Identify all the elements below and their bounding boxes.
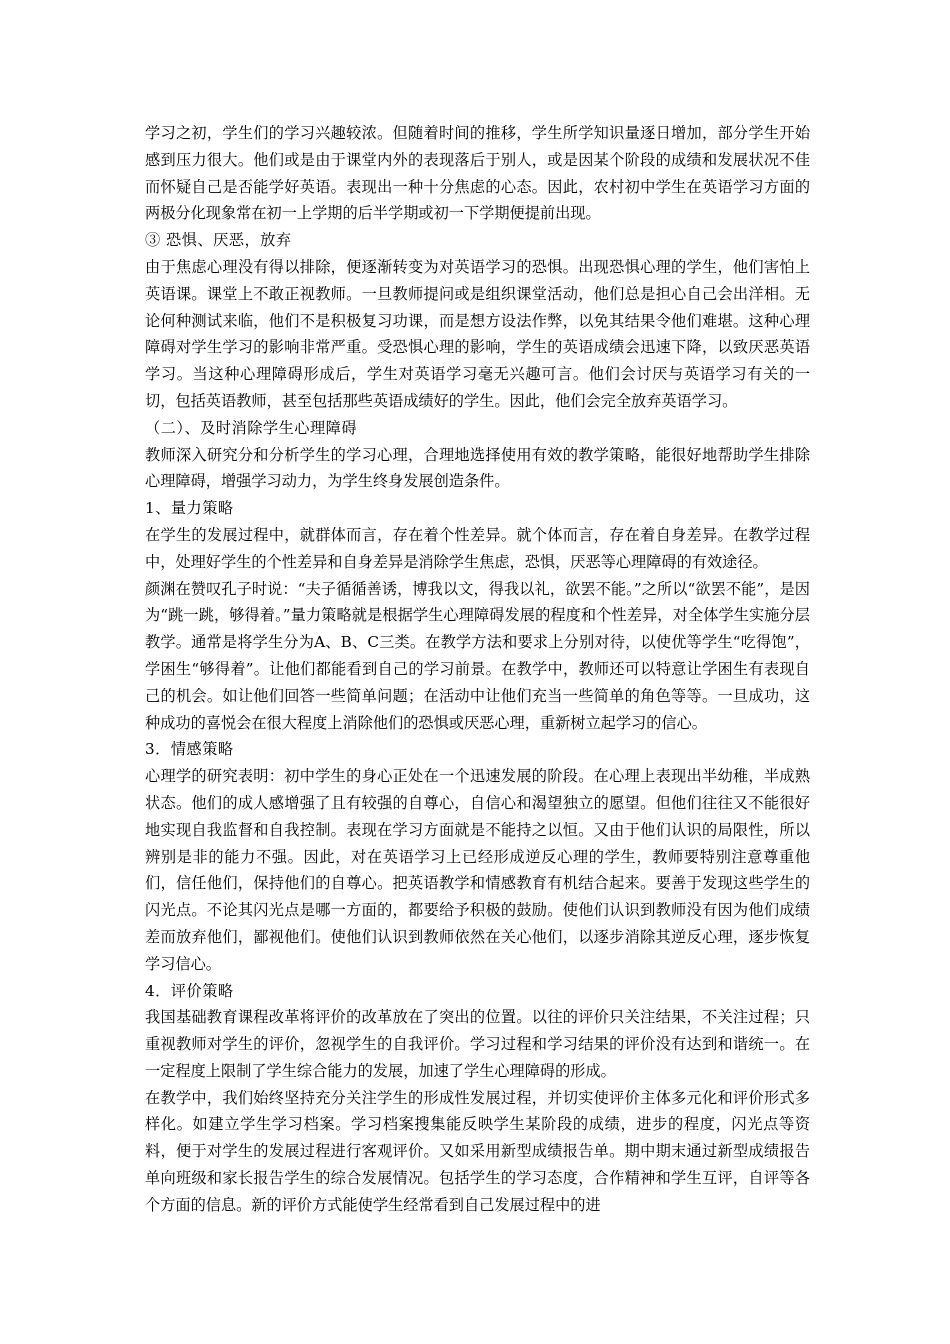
section-heading: ③ 恐惧、厌恶，放弃 xyxy=(145,231,292,250)
paragraph: 在学生的发展过程中，就群体而言，存在着个性差异。就个体而言，存在着自身差异。在教学过程中，处理好学生的个性差异和自身差异是消除学生焦虑，恐惧，厌恶等心理障碍的有效途径。 xyxy=(145,525,810,571)
paragraph: 学习之初，学生们的学习兴趣较浓。但随着时间的推移，学生所学知识量逐日增加，部分学生开始感到压力很大。他们或是由于课堂内外的表现落后于别人，或是因某个阶段的成绩和发展状况不佳而怀疑自己是否能学好英语。表现出一种十分焦虑的心态。因此，农村初中学生在英语学习方面的两极分化现象常在初一上学期的后半学期或初一下学期便提前出现。 xyxy=(145,124,810,223)
section-heading: 3．情感策略 xyxy=(145,740,234,759)
document-body xyxy=(145,120,810,1219)
paragraph: 我国基础教育课程改革将评价的改革放在了突出的位置。以往的评价只关注结果，不关注过程；只重视教师对学生的评价，忽视学生的自我评价。学习过程和学习结果的评价没有达到和谐统一。在一定程度上限制了学生综合能力的发展，加速了学生心理障碍的形成。 xyxy=(145,1008,810,1080)
section-heading: （二）、及时消除学生心理障碍 xyxy=(145,418,358,437)
paragraph: 教师深入研究分和分析学生的学习心理，合理地选择使用有效的教学策略，能很好地帮助学生排除心理障碍，增强学习动力，为学生终身发展创造条件。 xyxy=(145,445,810,491)
paragraph: 颜渊在赞叹孔子时说：“夫子循循善诱，博我以文，得我以礼，欲罢不能。”之所以“欲罢不能”，是因为“跳一跳，够得着。”量力策略就是根据学生心理障碍发展的程度和个性差异，对全体学生实施分层教学。通常是将学生分为A、B、C三类。在教学方法和要求上分别对待，以使优等学生“吃得饱”，学困生“够得着”。让他们都能看到自己的学习前景。在教学中，教师还可以特意让学困生有表现自己的机会。如让他们回答一些简单问题；在活动中让他们充当一些简单的角色等等。一旦成功，这种成功的喜悦会在很大程度上消除他们的恐惧或厌恶心理，重新树立起学习的信心。 xyxy=(145,579,810,732)
paragraph: 在教学中，我们始终坚持充分关注学生的形成性发展过程，并切实使评价主体多元化和评价形式多样化。如建立学生学习档案。学习档案搜集能反映学生某阶段的成绩，进步的程度，闪光点等资料，便于对学生的发展过程进行客观评价。又如采用新型成绩报告单。期中期末通过新型成绩报告单向班级和家长报告学生的综合发展情况。包括学生的学习态度，合作精神和学生互评，自评等各个方面的信息。新的评价方式能使学生经常看到自己发展过程中的进 xyxy=(145,1088,810,1214)
section-heading: 4．评价策略 xyxy=(145,981,234,1000)
paragraph: 由于焦虑心理没有得以排除，便逐渐转变为对英语学习的恐惧。出现恐惧心理的学生，他们害怕上英语课。课堂上不敢正视教师。一旦教师提问或是组织课堂活动，他们总是担心自己会出洋相。无论何种测试来临，他们不是积极复习功课，而是想方设法作弊，以免其结果令他们难堪。这种心理障碍对学生学习的影响非常严重。受恐惧心理的影响，学生的英语成绩会迅速下降，以致厌恶英语学习。当这种心理障碍形成后，学生对英语学习毫无兴趣可言。他们会讨厌与英语学习有关的一切，包括英语教师，甚至包括那些英语成绩好的学生。因此，他们会完全放弃英语学习。 xyxy=(145,257,810,410)
section-heading: 1、量力策略 xyxy=(145,499,234,518)
paragraph: 心理学的研究表明：初中学生的身心正处在一个迅速发展的阶段。在心理上表现出半幼稚，半成熟状态。他们的成人感增强了且有较强的自尊心，自信心和渴望独立的愿望。但他们往往又不能很好地实现自我监督和自我控制。表现在学习方面就是不能持之以恒。又由于他们认识的局限性，所以辨别是非的能力不强。因此，对在英语学习上已经形成逆反心理的学生，教师要特别注意尊重他们，信任他们，保持他们的自尊心。把英语教学和情感教育有机结合起来。要善于发现这些学生的闪光点。不论其闪光点是哪一方面的，都要给予积极的鼓励。使他们认识到教师没有因为他们成绩差而放弃他们，鄙视他们。使他们认识到教师依然在关心他们，以逐步消除其逆反心理，逐步恢复学习信心。 xyxy=(145,767,810,973)
